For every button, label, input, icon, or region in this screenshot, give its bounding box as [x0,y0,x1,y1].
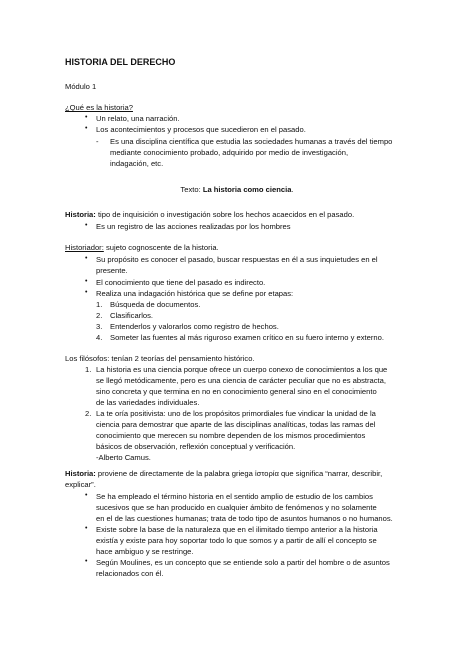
theory-2-author: -Alberto Camus. [96,453,151,462]
theory-number: 2. [85,409,92,418]
bullet-icon: • [85,492,88,499]
etymology-paragraph [65,469,382,479]
etymology-label: Historia: [65,469,96,478]
etymology-bullet-1-line-2: sucesivos que se han producido en cualquier ámbito de fenómenos y no solamente [96,503,377,512]
theory-2-line-4: básicos de observación, reflexión conceptual y verificación. [96,442,296,451]
dash-marker: - [96,137,99,146]
historiador-definition [65,243,219,253]
etymology-text: proviene de directamente de la palabra griega ἱστορία que significa “narrar, describir, [95,469,383,478]
bullet-icon: • [85,278,88,285]
historiador-bullet-1-line-1: Su propósito es conocer el pasado, buscar respuestas en él a sus inquietudes en el [96,255,378,264]
document-title: HISTORIA DEL DERECHO [65,57,176,67]
etymology-bullet-3-line-1: Según Moulines, es un concepto que se entiende solo a partir del hombre o de asuntos [96,558,390,567]
etymology-bullet-2-line-3: hace ambiguo y se restringe. [96,547,194,556]
theory-1-line-3: sino concreta y que termina en no en conocimiento general sino en el conocimiento [96,387,377,396]
step-number: 3. [96,322,103,331]
bullet-icon: • [85,525,88,532]
bullet-icon: • [85,289,88,296]
history-def-dash-line-3: indagación, etc. [110,159,164,168]
bullet-icon: • [85,125,88,132]
texto-title: La historia como ciencia [202,185,292,194]
step-item: Búsqueda de documentos. [110,300,201,309]
etymology-bullet-2-line-1: Existe sobre la base de la naturaleza que en el ilimitado tiempo anterior a la historia [96,525,378,534]
bullet-icon: • [85,222,88,229]
bullet-icon: • [85,114,88,121]
etymology-text-2: explicar”. [65,480,96,489]
what-is-history-heading: ¿Qué es la historia? [65,103,133,112]
historiador-text: sujeto cognoscente de la historia. [103,243,219,252]
history-def-dash-line-1: Es una disciplina científica que estudia las sociedades humanas a través del tiempo [110,137,393,146]
etymology-bullet-1-line-3: en el de las cuestiones humanas; trata de todo tipo de asuntos humanos o no humanos. [96,514,393,523]
theory-1-line-4: de las variedades individuales. [96,398,200,407]
step-number: 1. [96,300,103,309]
historiador-bullet-2: El conocimiento que tiene del pasado es indirecto. [96,278,266,287]
historia-text: tipo de inquisición o investigación sobre los hechos acaecidos en el pasado. [97,210,355,219]
historia-label: Historia: [65,210,96,219]
filosofos-paragraph: Los filósofos: tenían 2 teorías del pensamiento histórico. [65,354,255,363]
theory-2-line-1: La te oría positivista: uno de los propósitos primordiales fue vindicar la unidad de la [96,409,376,418]
etymology-bullet-2-line-2: existía y existe para hoy soportar todo lo que somos y a partir de allí el concepto se [96,536,377,545]
step-item: Someter las fuentes al más riguroso examen crítico en su fuero interno y externo. [110,333,384,342]
theory-2-line-2: ciencia para demostrar que aparte de las disciplinas analíticas, todas las ramas del [96,420,376,429]
history-def-1: Un relato, una narración. [96,114,180,123]
theory-1-line-2: se llegó metódicamente, pero es una ciencia de carácter peculiar que no es abstracta, [96,376,386,385]
historiador-bullet-1-line-2: presente. [96,266,128,275]
historia-bullet-1: Es un registro de las acciones realizadas por los hombres [96,222,291,231]
etymology-bullet-1-line-1: Se ha empleado el término historia en el sentido amplio de estudio de los cambios [96,492,373,501]
historiador-label: Historiador: [65,243,104,252]
theory-number: 1. [85,365,92,374]
historiador-bullet-3: Realiza una indagación histórica que se define por etapas: [96,289,294,298]
bullet-icon: • [85,558,88,565]
history-def-dash-line-2: mediante conocimiento probado, adquirido por medio de investigación, [110,148,349,157]
history-def-2: Los acontecimientos y procesos que sucedieron en el pasado. [96,125,306,134]
step-item: Entenderlos y valorarlos como registro de hechos. [110,322,279,331]
theory-2-line-3: conocimiento que merecen su nombre dependen de los mismos procedimientos [96,431,366,440]
module-label: Módulo 1 [65,82,97,91]
texto-end: . [291,185,294,194]
texto-heading [0,185,474,195]
step-item: Clasificarlos. [110,311,154,320]
theory-1-line-1: La historia es una ciencia porque ofrece un cuerpo conexo de conocimientos a los que [96,365,388,374]
step-number: 4. [96,333,103,342]
historia-definition [65,210,354,220]
etymology-bullet-3-line-2: relacionados con él. [96,569,164,578]
texto-label: Texto: [180,185,201,194]
step-number: 2. [96,311,103,320]
bullet-icon: • [85,255,88,262]
